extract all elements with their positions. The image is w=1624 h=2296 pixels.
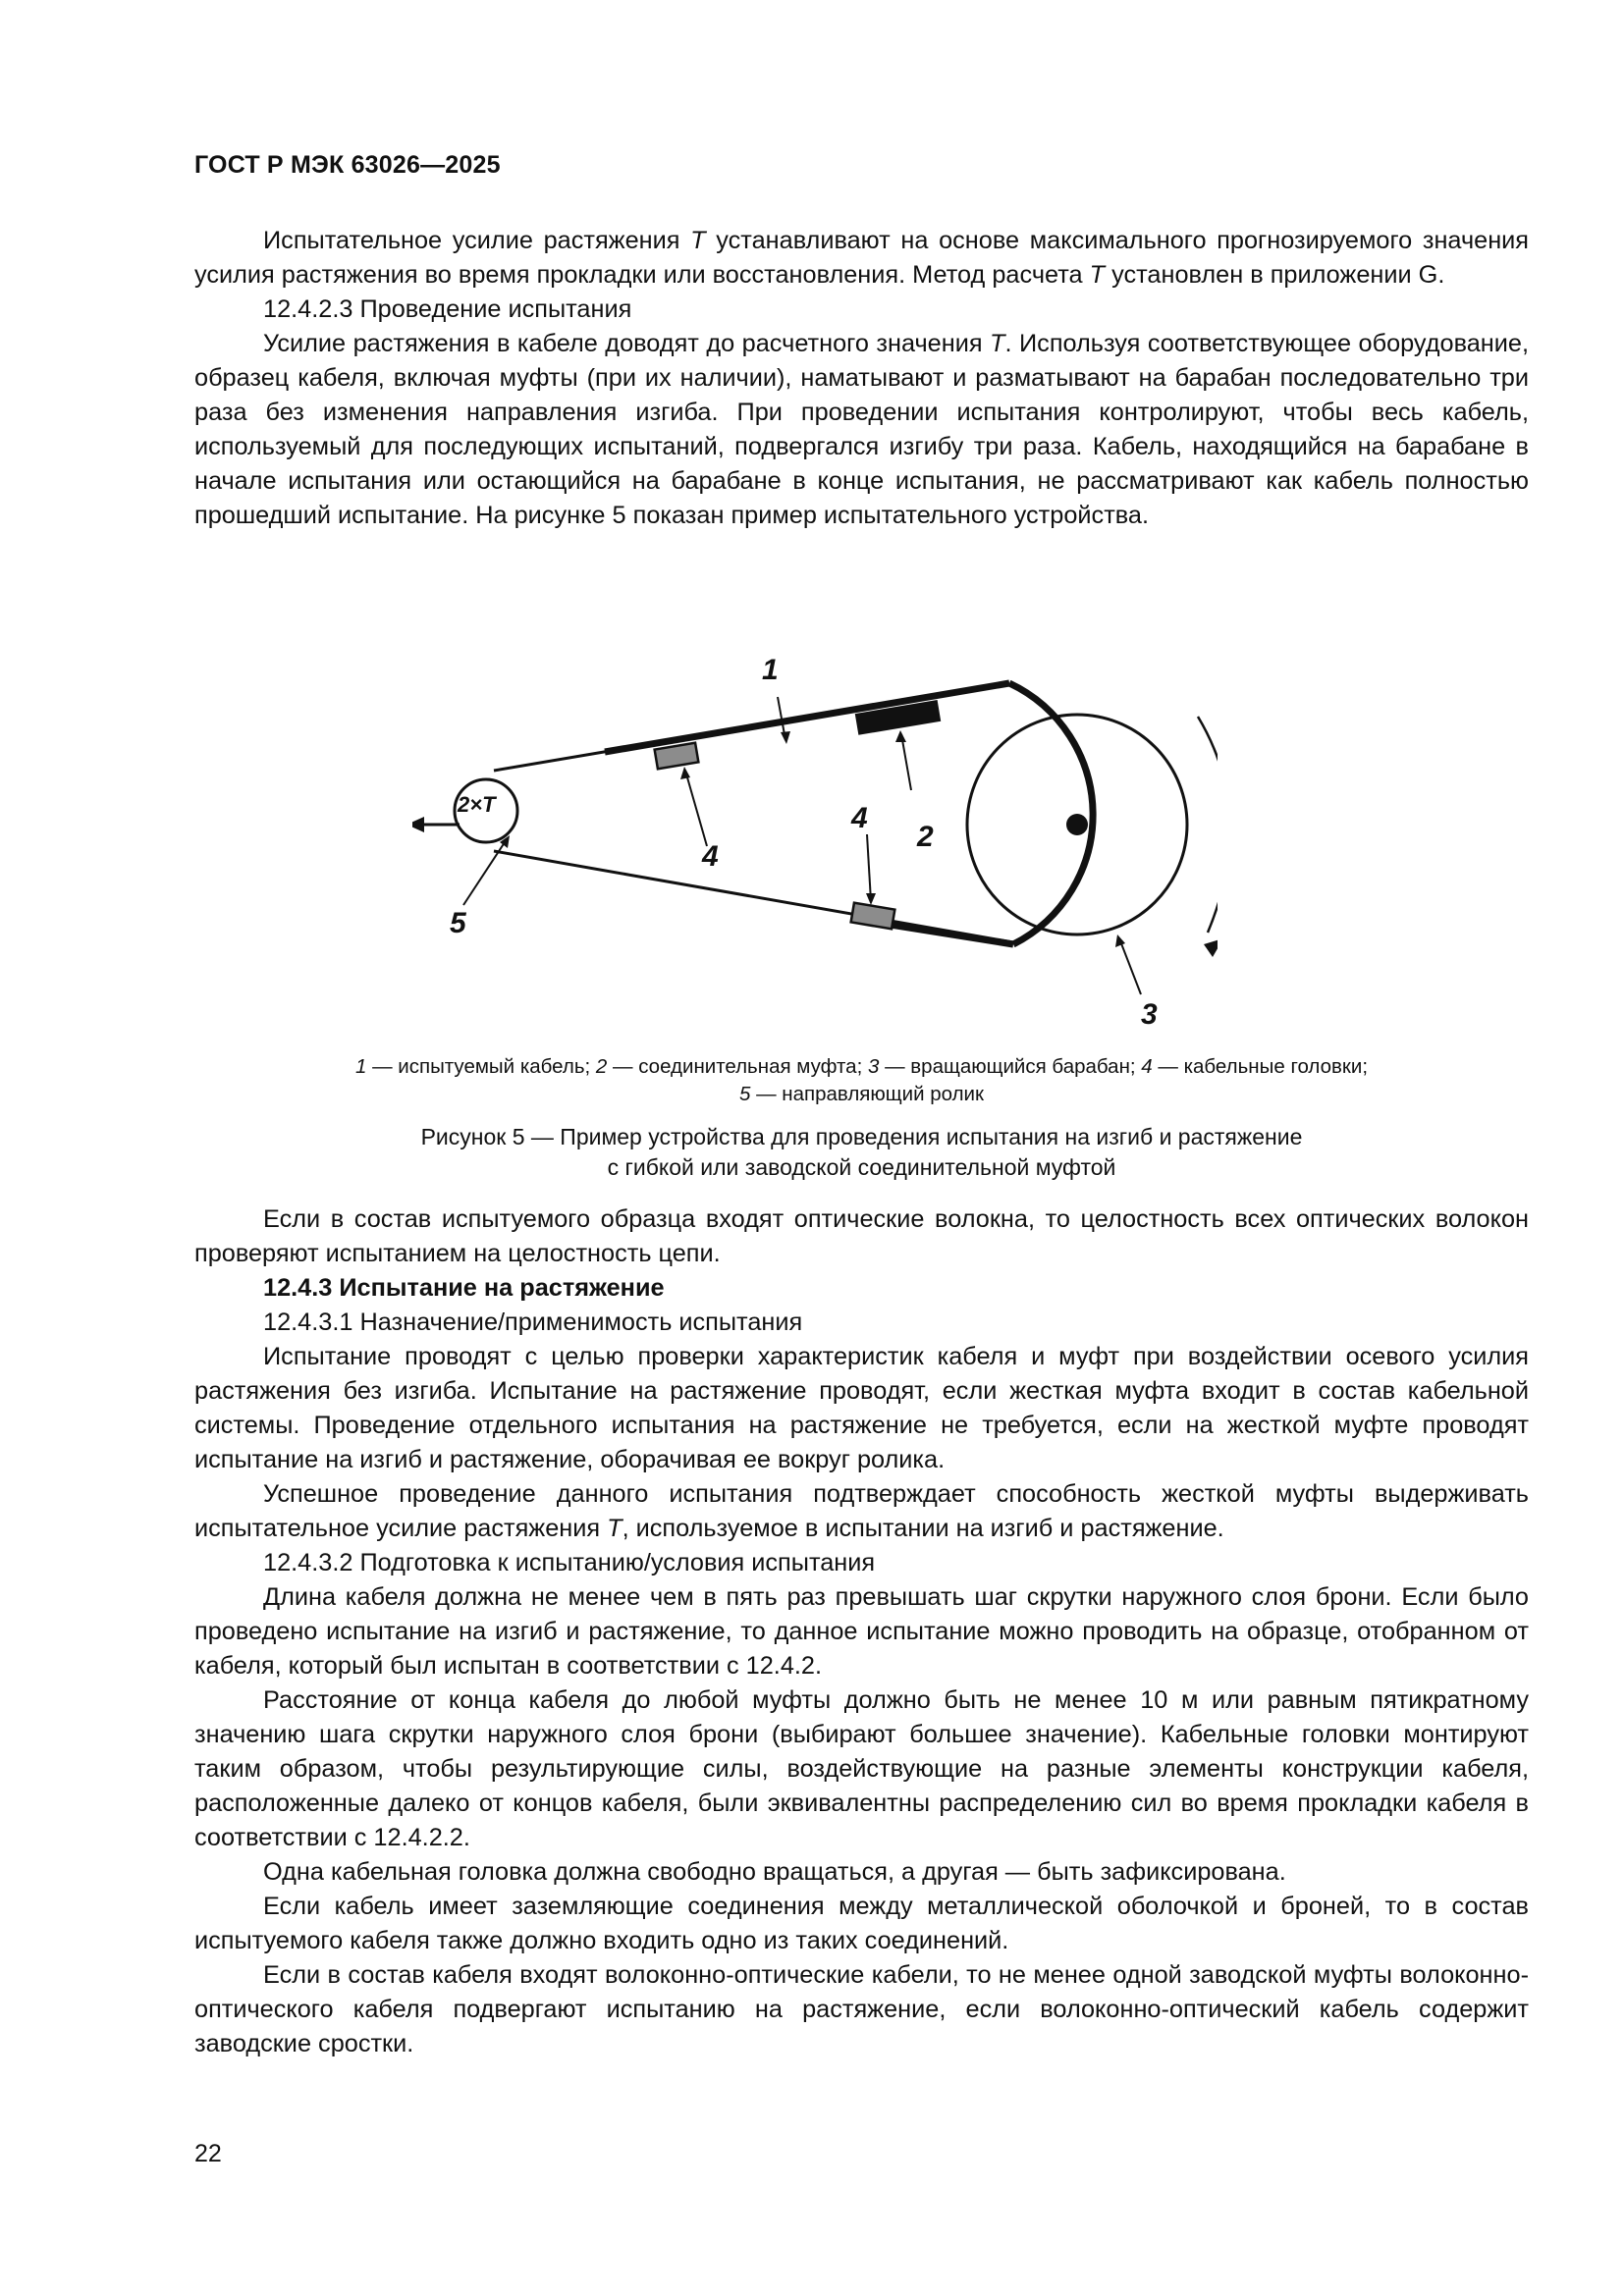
cable-head-lower [851,903,895,930]
cable-head-upper [655,743,699,770]
leader-4-upper [685,771,707,846]
figure-legend [194,1053,1529,1108]
label-4-lower: 4 [851,802,868,834]
label-5: 5 [450,907,466,939]
paragraph: Усилие растяжения в кабеле доводят до расчетного значения T. Используя соответствующее оборудование, образец кабеля, включая муфты (при их наличии), наматывают и разматывают на барабан последовательно три раза без изменения направления изгиба. При проведении испытания контролируют, чтобы весь кабель, используемый для последующих испытаний, подвергался изгибу три раза. Кабель, находящийся на барабане в начале испытания или остающийся на барабане в конце испытания, не рассматривают как кабель полностью прошедший испытание. На рисунке 5 показан пример испытательного устройства. [194,330,1529,529]
rotation-arrow-down [1204,938,1218,957]
text-block-top [194,224,1529,533]
drum-axle [1066,814,1088,835]
section-heading: 12.4.2.3 Проведение испытания [263,295,632,323]
text-block-bottom [194,1202,1529,2061]
leader-4-lower [867,834,871,901]
document-header: ГОСТ Р МЭК 63026—2025 [194,151,501,179]
label-3: 3 [1141,998,1158,1031]
rotation-arc-inner [1198,717,1218,933]
paragraph: Расстояние от конца кабеля до любой муфты должно быть не менее 10 м или равным пятикратному значению шага скрутки наружного слоя брони (выбирают большее значение). Кабельные головки монтируют таким образом, чтобы результирующие силы, воздействующие на разные элементы конструкции кабеля, расположенные далеко от концов кабеля, были эквивалентны распределению сил во время прокладки кабеля в соответствии с 12.4.2.2. [194,1686,1529,1851]
cable-wrap-on-drum [1009,683,1093,944]
label-1: 1 [762,654,779,686]
leader-2 [901,734,911,790]
paragraph: Длина кабеля должна не менее чем в пять раз превышать шаг скрутки наружного слоя брони. Если было проведено испытание на изгиб и растяжение, то данное испытание можно проводить на образце, отобранном от кабеля, который был испытан в соответствии с 12.4.2. [194,1583,1529,1680]
leader-3 [1119,938,1141,994]
section-heading: 12.4.3.1 Назначение/применимость испытания [263,1308,803,1336]
paragraph: Успешное проведение данного испытания подтверждает способность жесткой муфты выдерживать испытательное усилие растяжения T, используемое в испытании на изгиб и растяжение. [194,1480,1529,1542]
figure-5 [412,638,1218,1031]
label-2: 2 [917,821,934,853]
paragraph: Испытательное усилие растяжения T устанавливают на основе максимального прогнозируемого значения усилия растяжения во время прокладки или восстановления. Метод расчета T установлен в приложении G. [194,227,1529,289]
label-force-2xT: 2×T [458,792,496,817]
legend-line-1: 1 — испытуемый кабель; 2 — соединительная муфта; 3 — вращающийся барабан; 4 — кабельные головки; [354,1055,1369,1078]
page-number: 22 [194,2140,222,2167]
paragraph: Испытание проводят с целью проверки характеристик кабеля и муфт при воздействии осевого усилия растяжения без изгиба. Испытание на растяжение проводят, если жесткая муфта входит в состав кабельной системы. Проведение отдельного испытания на растяжение не требуется, если на жесткой муфте проводят испытание на изгиб и растяжение, оборачивая ее вокруг ролика. [194,1343,1529,1473]
paragraph: Если в состав кабеля входят волоконно-оптические кабели, то не менее одной заводской муфты волоконно-оптического кабеля подвергают испытанию на растяжение, если волоконно-оптический кабель содержит заводские сростки. [194,1961,1529,2057]
section-heading: 12.4.3 Испытание на растяжение [263,1274,665,1302]
caption-line-2: с гибкой или заводской соединительной муфтой [607,1154,1116,1180]
caption-line-1: Рисунок 5 — Пример устройства для проведения испытания на изгиб и растяжение [420,1124,1303,1149]
paragraph: Если кабель имеет заземляющие соединения между металлической оболочкой и броней, то в состав испытуемого кабеля также должно входить одно из таких соединений. [194,1893,1529,1954]
label-4-upper: 4 [702,840,719,873]
figure-caption [194,1122,1529,1183]
force-arrow-head [412,817,424,832]
leader-5 [463,839,507,905]
test-device-diagram [412,638,1218,1031]
cable-upper-thick [605,683,1009,752]
paragraph: Одна кабельная головка должна свободно вращаться, а другая — быть зафиксирована. [263,1858,1286,1886]
section-heading: 12.4.3.2 Подготовка к испытанию/условия испытания [263,1549,876,1576]
paragraph: Если в состав испытуемого образца входят оптические волокна, то целостность всех оптических волокон проверяют испытанием на целостность цепи. [194,1205,1529,1267]
legend-line-2: 5 — направляющий ролик [739,1083,984,1105]
